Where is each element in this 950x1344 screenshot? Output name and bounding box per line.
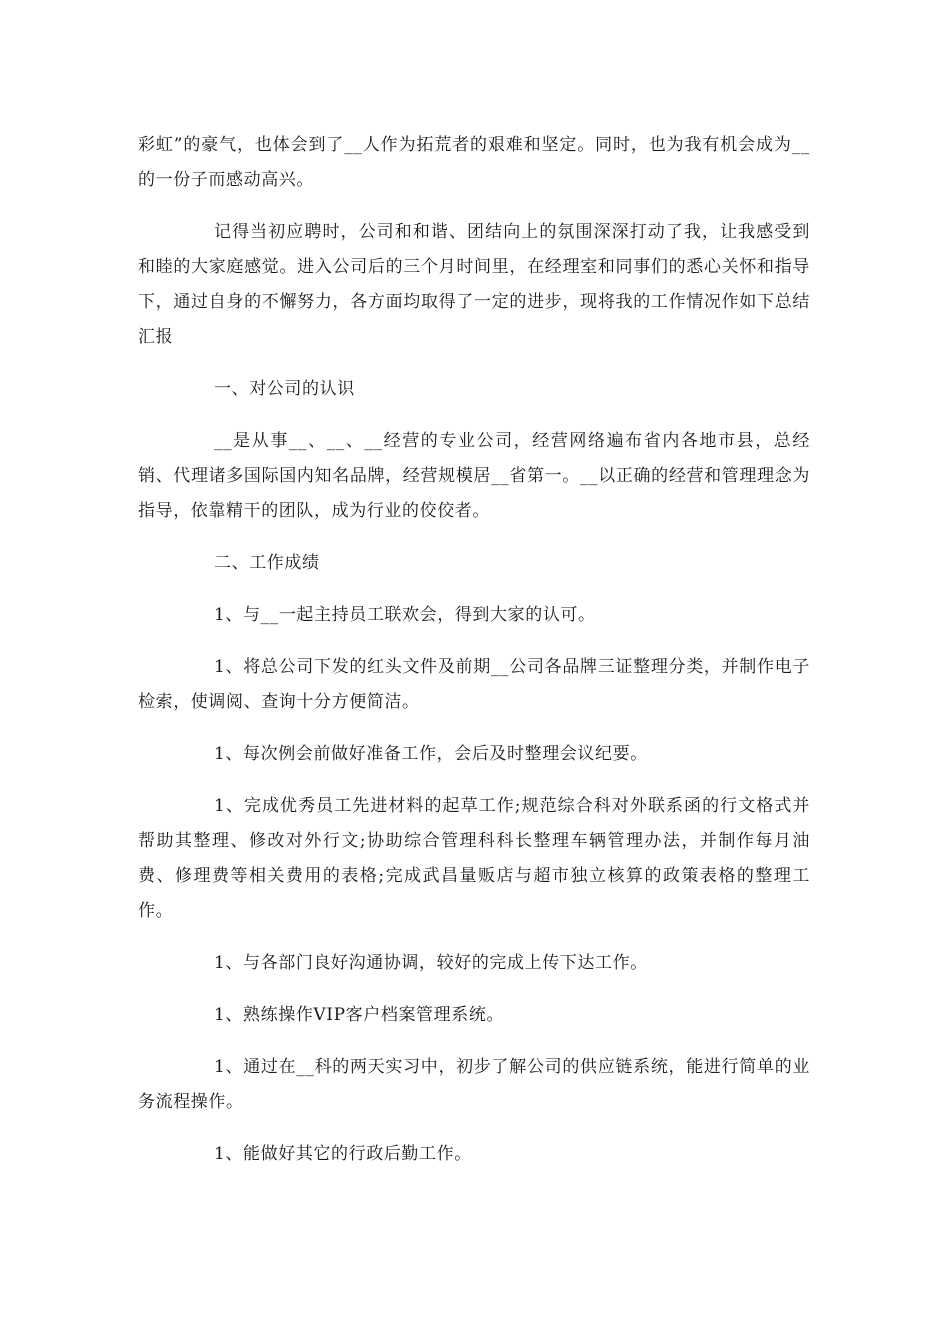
- list-item-drafting-work: 1、完成优秀员工先进材料的起草工作;规范综合科对外联系函的行文格式并帮助其整理、修改对外行文;协助综合管理科科长整理车辆管理办法，并制作每月油费、修理费等相关费用的表格;完成武昌量贩店与超市独立核算的政策表格的整理工作。: [138, 796, 810, 921]
- list-item-admin-logistics: 1、能做好其它的行政后勤工作。: [214, 1144, 472, 1164]
- list-item-meeting-minutes: 1、每次例会前做好准备工作，会后及时整理会议纪要。: [214, 744, 648, 764]
- list-item-vip-system: 1、熟练操作VIP客户档案管理系统。: [214, 1005, 505, 1025]
- section-heading-work-achievements: 二、工作成绩: [214, 553, 320, 573]
- paragraph-intro-continuation: 彩虹”的豪气，也体会到了__人作为拓荒者的艰难和坚定。同时，也为我有机会成为__的一份子而感动高兴。: [138, 135, 810, 190]
- list-item-supply-chain-internship: 1、通过在__科的两天实习中，初步了解公司的供应链系统，能进行简单的业务流程操作。: [138, 1057, 810, 1112]
- list-item-party-host: 1、与__一起主持员工联欢会，得到大家的认可。: [214, 605, 596, 625]
- paragraph-company-description: __是从事__、__、__经营的专业公司，经营网络遍布省内各地市县，总经销、代理诸多国际国内知名品牌，经营规模居__省第一。__以正确的经营和管理理念为指导，依靠精干的团队，成为行业的佼佼者。: [138, 431, 810, 521]
- document-page: [138, 128, 810, 1189]
- list-item-document-filing: 1、将总公司下发的红头文件及前期__公司各品牌三证整理分类，并制作电子检索，使调阅、查询十分方便简洁。: [138, 657, 810, 712]
- paragraph-opening: 记得当初应聘时，公司和和谐、团结向上的氛围深深打动了我，让我感受到和睦的大家庭感觉。进入公司后的三个月时间里，在经理室和同事们的悉心关怀和指导下，通过自身的不懈努力，各方面均取得了一定的进步，现将我的工作情况作如下总结汇报: [138, 222, 810, 347]
- list-item-coordination: 1、与各部门良好沟通协调，较好的完成上传下达工作。: [214, 953, 648, 973]
- section-heading-company-understanding: 一、对公司的认识: [214, 379, 355, 399]
